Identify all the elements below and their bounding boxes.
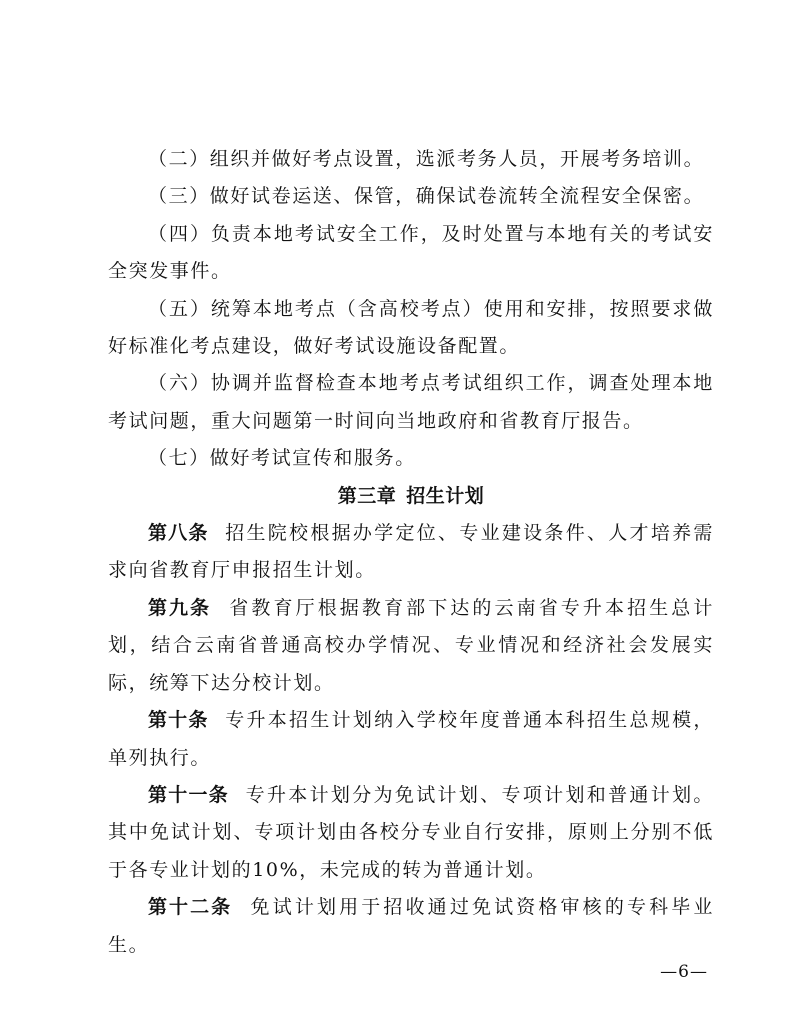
article-label: 第十条: [148, 709, 209, 732]
article-label: 第八条: [148, 522, 209, 545]
list-item-5: （五）统筹本地考点（含高校考点）使用和安排，按照要求做好标准化考点建设，做好考试设施设备配置。: [108, 297, 714, 358]
article-text: 免试计划用于招收通过免试资格审核的专科毕业生。: [108, 896, 714, 956]
list-item-4: （四）负责本地考试安全工作，及时处置与本地有关的考试安全突发事件。: [108, 222, 714, 283]
article-10: [108, 702, 714, 777]
article-label: 第十二条: [148, 896, 233, 919]
article-label: 第十一条: [148, 783, 229, 806]
list-item-6: （六）协调并监督检查本地考点考试组织工作，调查处理本地考试问题，重大问题第一时间向当地政府和省教育厅报告。: [108, 372, 714, 432]
chapter-heading: [108, 478, 714, 515]
article-text: 省教育厅根据教育部下达的云南省专升本招生总计划，结合云南省普通高校办学情况、专业情况和经济社会发展实际，统筹下达分校计划。: [108, 596, 714, 694]
chapter-title: 招生计划: [406, 484, 485, 507]
article-11: [108, 777, 714, 889]
article-text: 专升本计划分为免试计划、专项计划和普通计划。其中免试计划、专项计划由各校分专业自行安排，原则上分别不低于各专业计划的10%，未完成的转为普通计划。: [108, 783, 714, 881]
list-item-3: （三）做好试卷运送、保管，确保试卷流转全流程安全保密。: [148, 185, 705, 208]
list-item-2: （二）组织并做好考点设置，选派考务人员，开展考务培训。: [148, 148, 705, 170]
document-body: [108, 141, 714, 964]
article-label: 第九条: [148, 596, 212, 619]
article-8: [108, 515, 714, 590]
article-text: 专升本招生计划纳入学校年度普通本科招生总规模，单列执行。: [108, 709, 714, 769]
article-12: [108, 889, 714, 964]
article-text: 招生院校根据办学定位、专业建设条件、人才培养需求向省教育厅申报招生计划。: [108, 522, 714, 582]
page-number: —6—: [660, 962, 708, 982]
list-item-7: （七）做好考试宣传和服务。: [148, 447, 416, 470]
chapter-number: 第三章: [337, 484, 397, 507]
article-9: [108, 590, 714, 702]
